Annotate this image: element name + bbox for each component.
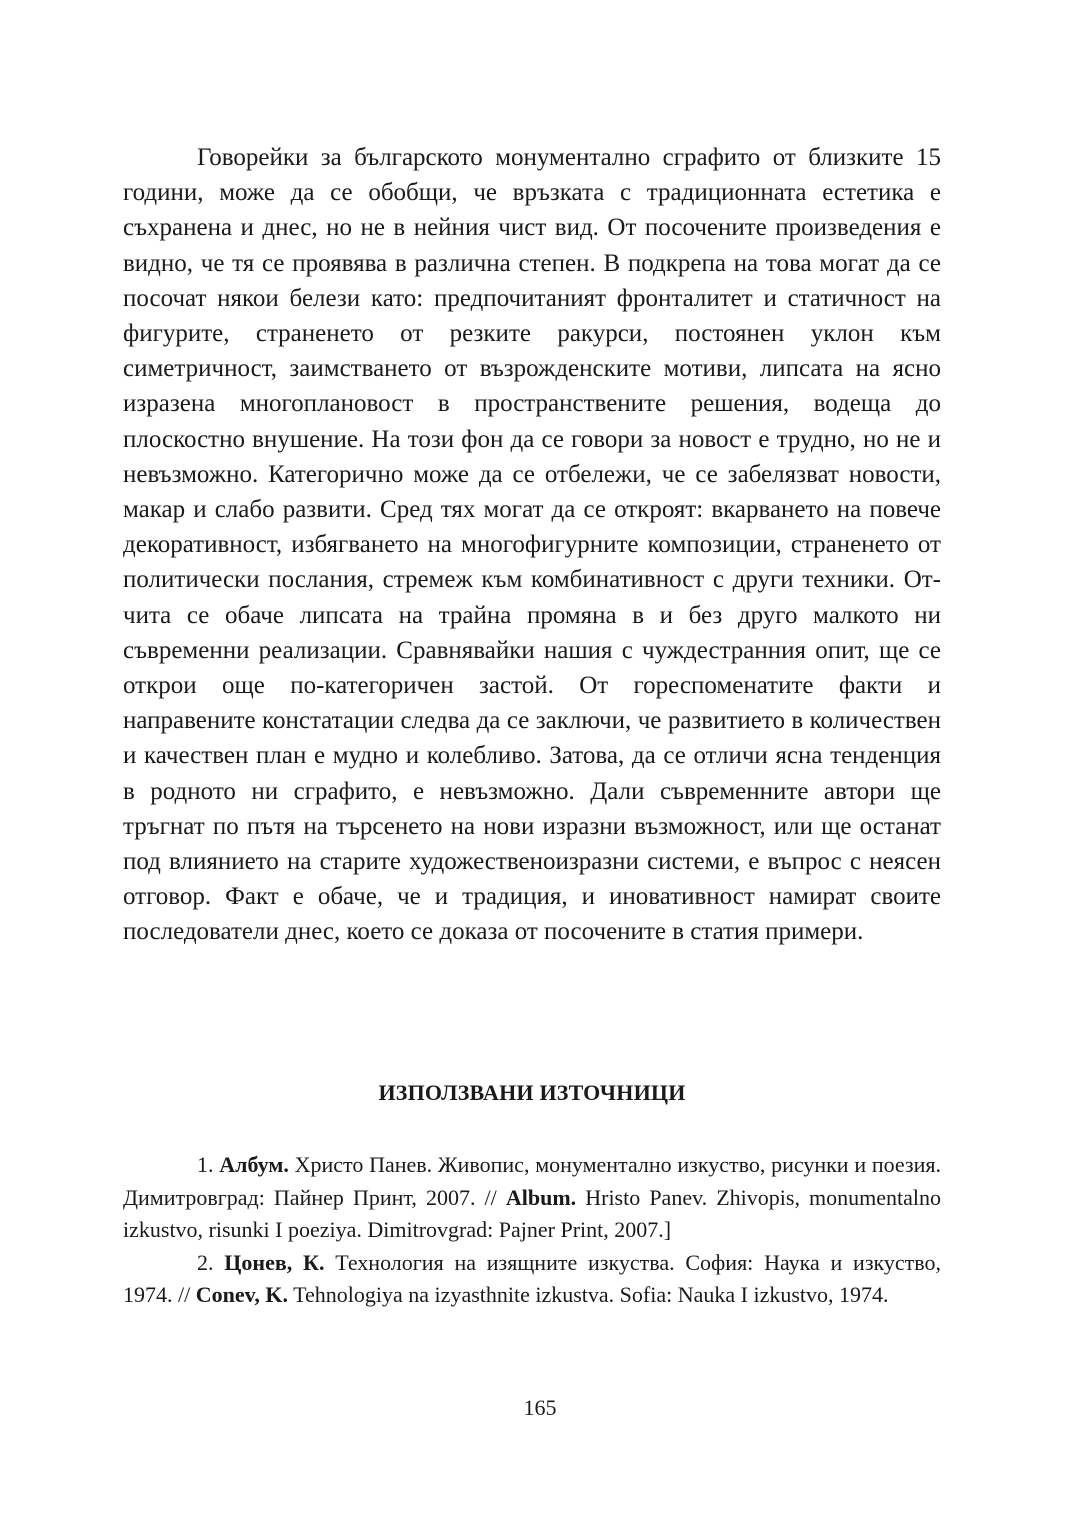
reference-number: 2.: [197, 1249, 214, 1275]
reference-author-lat: Album.: [505, 1184, 577, 1210]
sources-heading: ИЗПОЛЗВАНИ ИЗТОЧНИЦИ: [378, 1080, 686, 1105]
page-number: 165: [523, 1395, 557, 1420]
reference-number: 1.: [197, 1152, 214, 1177]
reference-text-lat: Tehnologiya na izyasthnite izkustva. Sofia: Nauka I izkustvo, 1974.: [293, 1282, 889, 1307]
reference-author-lat: Conev, K.: [195, 1282, 289, 1307]
references-list: [123, 1149, 941, 1312]
reference-author-bg: Албум.: [219, 1152, 289, 1177]
reference-text-bg: Технология на изящните изкуства. София: Наука и изкуство, 1974. //: [123, 1249, 942, 1307]
reference-text-lat: Hristo Panev. Zhivopis, monumentalno izkustvo, risunki I poeziya. Dimitrovgrad: Pajner Print, 2007.]: [123, 1184, 942, 1242]
reference-author-bg: Цонев, К.: [224, 1249, 325, 1275]
reference-text-bg: Христо Панев. Живопис, монументално изкуство, рисунки и поезия. Димитровград: Пайнер Принт, 2007. //: [123, 1152, 941, 1210]
reference-item-2: [123, 1247, 941, 1312]
reference-item-1: [123, 1149, 941, 1247]
body-paragraph: Говорейки за българското монументално сграфито от близките 15 години, може да се обобщи, че връзката с традиционната естетика е съхранена и днес, но не в нейния чист вид. От посочените произведения е видно, че тя се проявява в различна степен. В подкрепа на това могат да се посочат някои белези като: предпочитаният фронталитет и статичност на фигурите, страненето от резките ракурси, постоянен уклон към симетричност, заимстването от възрожденските мотиви, липсата на ясно изразена многоплановост в пространствените решения, водеща до плоскостно внушение. На този фон да се говори за новост е трудно, но не и невъзможно. Категорично може да се отбележи, че се забелязват новости, макар и слабо развити. Сред тях могат да се откроят: вкарването на повече декоративност, избягването на многофигурните композиции, страненето от политически послания, стремеж към комбинативност с други техники. Отчита се обаче липсата на трайна промяна в и без друго малкото ни съвременни реализации. Сравнявайки нашия с чуждестранния опит, ще се открои още по-категоричен застой. От гореспоменатите факти и направените констатации следва да се заключи, че развитието в количествен и качествен план е мудно и колебливо. Затова, да се отличи ясна тенденция в родното ни сграфито, е невъзможно. Дали съвременните автори ще тръгнат по пътя на търсенето на нови изразни възможност, или ще останат под влиянието на старите художественоизразни системи, е въпрос с неясен отговор. Факт е обаче, че и традиция, и иновативност намират своите последователи днес, което се доказа от посочените в статия примери.: [123, 144, 941, 946]
document-page: [123, 140, 942, 1307]
